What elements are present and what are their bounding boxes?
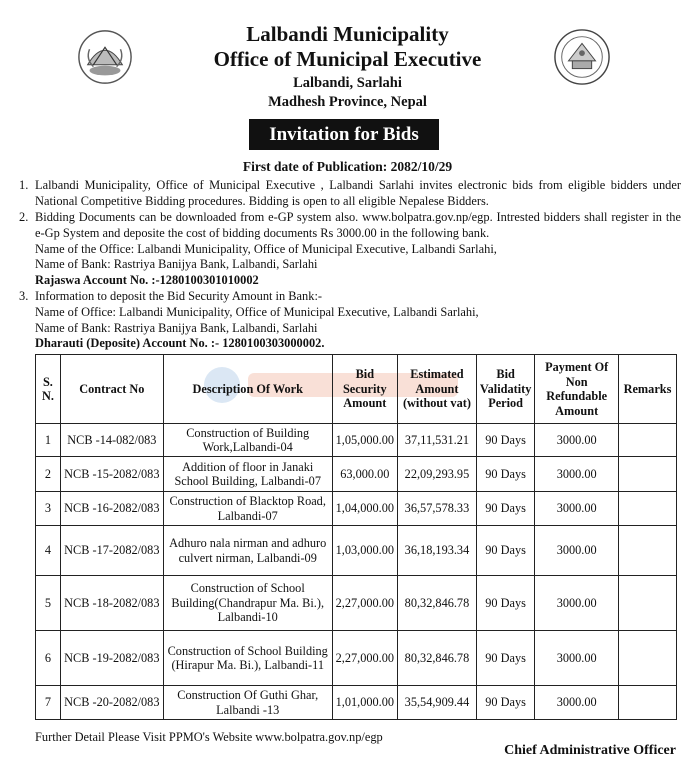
- office-name: Office of Municipal Executive: [213, 47, 482, 71]
- paragraph-number: 1.: [19, 178, 29, 192]
- cell-payment: 3000.00: [535, 526, 619, 576]
- cell-remarks: [619, 686, 677, 720]
- cell-remarks: [619, 424, 677, 457]
- header-description: Description Of Work: [163, 355, 332, 424]
- cell-remarks: [619, 576, 677, 631]
- cell-validity: 90 Days: [476, 686, 534, 720]
- cell-sn: 5: [36, 576, 61, 631]
- cell-estimate: 36,18,193.34: [398, 526, 477, 576]
- publication-date: First date of Publication: 2082/10/29: [242, 159, 453, 174]
- table-row: [36, 526, 677, 576]
- table-row: [36, 631, 677, 686]
- cell-validity: 90 Days: [476, 457, 534, 492]
- cell-contract: NCB -16-2082/083: [60, 492, 163, 526]
- office-location: Lalbandi, Sarlahi: [293, 75, 402, 91]
- cell-contract: NCB -14-082/083: [60, 424, 163, 457]
- header-sn: S. N.: [36, 355, 61, 424]
- header-remarks: Remarks: [619, 355, 677, 424]
- cell-description: Construction of School Building(Chandrapur Ma. Bi.), Lalbandi-10: [163, 576, 332, 631]
- cell-estimate: 22,09,293.95: [398, 457, 477, 492]
- paragraph-number: 2.: [19, 210, 29, 224]
- cell-sn: 4: [36, 526, 61, 576]
- table-row: [36, 492, 677, 526]
- cell-validity: 90 Days: [476, 631, 534, 686]
- paragraph-text: Bidding Documents can be downloaded from e-GP system also. www.bolpatra.gov.np/egp. Intrested bidders shall register in the e-Gp System and deposite the cost of bidding documents Rs 3000.00 in the following bank.: [35, 210, 681, 240]
- cell-security: 1,01,000.00: [332, 686, 397, 720]
- cell-remarks: [619, 631, 677, 686]
- cell-contract: NCB -20-2082/083: [60, 686, 163, 720]
- header-payment: Payment Of Non Refundable Amount: [535, 355, 619, 424]
- cell-validity: 90 Days: [476, 576, 534, 631]
- bank-name-line: Name of Bank: Rastriya Banijya Bank, Lalbandi, Sarlahi: [35, 257, 318, 272]
- table-row: [36, 424, 677, 457]
- cell-payment: 3000.00: [535, 576, 619, 631]
- cell-estimate: 80,32,846.78: [398, 631, 477, 686]
- paragraph-3: [19, 289, 681, 352]
- office-name-line: Name of the Office: Lalbandi Municipality, Office of Municipal Executive, Lalbandi Sarlahi,: [35, 241, 497, 256]
- paragraph-text: Information to deposit the Bid Security Amount in Bank:-: [35, 289, 323, 303]
- bank-name-line: Name of Bank: Rastriya Banijya Bank, Lalbandi, Sarlahi: [35, 320, 318, 335]
- cell-contract: NCB -15-2082/083: [60, 457, 163, 492]
- rajaswa-account-line: Rajaswa Account No. :-1280100301010002: [35, 273, 259, 288]
- cell-sn: 1: [36, 424, 61, 457]
- cell-contract: NCB -17-2082/083: [60, 526, 163, 576]
- cell-security: 2,27,000.00: [332, 631, 397, 686]
- header-contract-no: Contract No: [60, 355, 163, 424]
- paragraph-text: Lalbandi Municipality, Office of Municipal Executive , Lalbandi Sarlahi invites electronic bids from eligible bidders under National Competitive Bidding procedures. Bidding is open to all eligible Nepalese Bidders.: [35, 178, 681, 208]
- cell-estimate: 80,32,846.78: [398, 576, 477, 631]
- dharauti-account-line: Dharauti (Deposite) Account No. :- 1280100303000002.: [35, 336, 325, 351]
- notice-title: Invitation for Bids: [249, 119, 439, 150]
- cell-payment: 3000.00: [535, 492, 619, 526]
- cell-description: Adhuro nala nirman and adhuro culvert nirman, Lalbandi-09: [163, 526, 332, 576]
- cell-security: 2,27,000.00: [332, 576, 397, 631]
- table-row: [36, 457, 677, 492]
- cell-description: Construction Of Guthi Ghar, Lalbandi -13: [163, 686, 332, 720]
- cell-contract: NCB -19-2082/083: [60, 631, 163, 686]
- cell-description: Addition of floor in Janaki School Building, Lalbandi-07: [163, 457, 332, 492]
- header-estimated-amount: Estimated Amount (without vat): [398, 355, 477, 424]
- cell-sn: 3: [36, 492, 61, 526]
- cell-description: Construction of Blacktop Road, Lalbandi-07: [163, 492, 332, 526]
- cell-sn: 7: [36, 686, 61, 720]
- cell-remarks: [619, 492, 677, 526]
- table-row: [36, 576, 677, 631]
- office-name-line: Name of Office: Lalbandi Municipality, Office of Municipal Executive, Lalbandi Sarlahi,: [35, 304, 479, 319]
- paragraph-2: [19, 210, 681, 289]
- cell-description: Construction of School Building (Hirapur Ma. Bi.), Lalbandi-11: [163, 631, 332, 686]
- cell-payment: 3000.00: [535, 424, 619, 457]
- cell-validity: 90 Days: [476, 424, 534, 457]
- cell-security: 1,03,000.00: [332, 526, 397, 576]
- cell-contract: NCB -18-2082/083: [60, 576, 163, 631]
- cell-estimate: 36,57,578.33: [398, 492, 477, 526]
- cell-validity: 90 Days: [476, 526, 534, 576]
- cell-security: 63,000.00: [332, 457, 397, 492]
- cell-payment: 3000.00: [535, 686, 619, 720]
- cell-estimate: 35,54,909.44: [398, 686, 477, 720]
- cell-payment: 3000.00: [535, 631, 619, 686]
- header-bid-security: Bid Security Amount: [332, 355, 397, 424]
- paragraph-number: 3.: [19, 289, 29, 303]
- cell-remarks: [619, 457, 677, 492]
- cell-sn: 2: [36, 457, 61, 492]
- cell-security: 1,05,000.00: [332, 424, 397, 457]
- bids-table: [35, 354, 677, 720]
- municipality-name: Lalbandi Municipality: [246, 22, 449, 46]
- paragraph-1: [19, 178, 681, 210]
- cell-description: Construction of Building Work,Lalbandi-04: [163, 424, 332, 457]
- cell-sn: 6: [36, 631, 61, 686]
- footer-note: Further Detail Please Visit PPMO's Website www.bolpatra.gov.np/egp: [35, 730, 383, 744]
- signature-title: Chief Administrative Officer: [504, 743, 676, 758]
- cell-validity: 90 Days: [476, 492, 534, 526]
- office-province: Madhesh Province, Nepal: [268, 94, 427, 110]
- table-header-row: [36, 355, 677, 424]
- header-validity: Bid Validatity Period: [476, 355, 534, 424]
- cell-payment: 3000.00: [535, 457, 619, 492]
- table-row: [36, 686, 677, 720]
- cell-estimate: 37,11,531.21: [398, 424, 477, 457]
- cell-remarks: [619, 526, 677, 576]
- cell-security: 1,04,000.00: [332, 492, 397, 526]
